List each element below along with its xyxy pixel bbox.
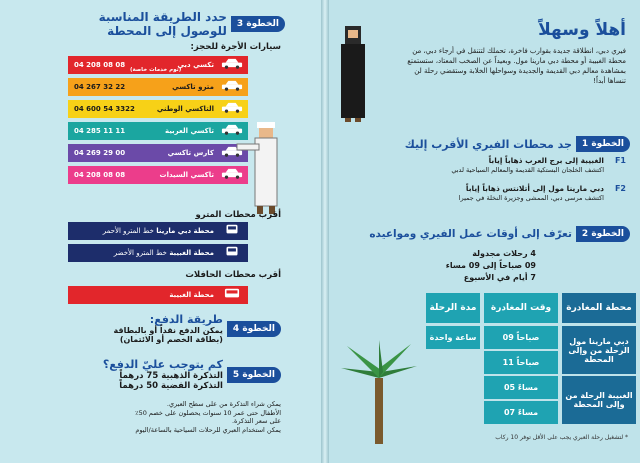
car-icon	[220, 80, 244, 91]
page-fold	[321, 0, 329, 463]
table-header-station: محطة المغادرة	[562, 293, 636, 323]
metro-icon	[220, 224, 244, 235]
bus-station-bar	[68, 286, 248, 304]
step3-badge: الخطوة 3	[231, 16, 285, 32]
step4-header	[113, 313, 281, 344]
welcome-body: فيري دبي، انطلاقة جديدة بقوارب فاخرة، تحملك لتتنقل في أرجاء دبي، من محطة الغبيبة أو محطة دبي مارينا مول. وبعيداً عن الصخب المعتاد، ستستمتع بمشاهدة معالم دبي القديمة والجديدة وسواحلها الخلابة وستقضي رحلة لن تنساها أبداً!	[407, 47, 626, 85]
taxi-subheading: سيارات الأجرة للحجز:	[190, 42, 281, 52]
taxi-phone: 04 208 08 08	[74, 61, 126, 69]
route-code: F2	[614, 184, 626, 193]
taxi-bar	[68, 166, 248, 184]
schedule-line: 09 صباحاً إلى 09 مساء	[445, 261, 536, 270]
time-cell: 11 صباحاً	[484, 351, 558, 374]
taxi-name: كارس تاكسي	[167, 149, 214, 157]
bus-heading: أقرب محطات الحافلات	[185, 270, 281, 280]
step1-badge: الخطوة 1	[576, 136, 630, 152]
ticket-note: الأطفال حتى عمر 10 سنوات يحصلون على خصم 50٪	[135, 408, 281, 417]
step1-header	[405, 136, 630, 152]
step3-title: حدد الطريقة المناسبة	[98, 10, 227, 24]
ticket-note: يمكن استخدام العبري للرحلات السياحية بالساعة/اليوم	[135, 425, 281, 434]
route-code: F1	[614, 156, 626, 165]
car-icon	[220, 102, 244, 113]
taxi-extra: (توم خدمات خاصة)	[130, 67, 182, 73]
route-desc: اكتشف مرسى دبي، الممشى وجزيرة النخلة في جميرا	[458, 194, 604, 202]
taxi-name: تاكسي العربية	[164, 127, 214, 135]
route-name: دبي مارينا مول إلى أتلانتس ذهاباً إياباً	[465, 184, 604, 193]
station-cell: دبي مارينا مول الرحلة من وإلى المحطة	[562, 326, 636, 374]
taxi-phone: 04 269 29 00	[74, 149, 126, 157]
taxi-phone: 04 267 32 22	[74, 83, 126, 91]
time-cell: 05 مساءً	[484, 376, 558, 399]
metro-station: محطة الغبيبة	[169, 249, 214, 257]
step3-title2: للوصول إلى المحطة	[107, 24, 227, 38]
duration-cell: ساعة واحدة	[426, 326, 480, 349]
welcome-title: أهلاً وسهلاً	[538, 20, 626, 40]
palm-tree-icon	[337, 338, 421, 448]
ticket-note: على سعر التذكرة.	[231, 417, 281, 425]
taxi-name: تاكسي السيدات	[159, 171, 214, 179]
step5-badge: الخطوة 5	[227, 367, 281, 383]
taxi-bar	[68, 144, 248, 162]
step5-title: كم يتوجب عليّ الدفع؟	[102, 358, 223, 371]
step2-header	[369, 226, 630, 242]
schedule-lines	[446, 248, 536, 284]
metro-line: خط المترو الأخضر	[113, 249, 167, 257]
schedule-line: 4 رحلات مجدولة	[472, 249, 536, 258]
right-page	[329, 0, 640, 463]
metro-icon	[220, 246, 244, 257]
taxi-bar	[68, 122, 248, 140]
taxi-bar	[68, 78, 248, 96]
table-footnote: * لتشغيل رحلة العبري يجب على الأقل توفر 10 ركاب	[495, 434, 628, 441]
table-header-time: وقت المغادرة	[484, 293, 558, 323]
ticket-note: يمكن شراء التذكرة من على سطح العبري.	[166, 400, 281, 408]
step5-header	[103, 358, 281, 391]
step2-badge: الخطوة 2	[576, 226, 630, 242]
bus-icon	[220, 288, 244, 299]
step3-header	[99, 10, 285, 38]
step2-title: تعرّف إلى أوقات عمل الفيري ومواعيده	[369, 228, 572, 240]
taxi-bar	[68, 100, 248, 118]
route-name: الغبيبة إلى برج العرب ذهاباً إياباً	[488, 156, 604, 165]
schedule-line: 7 أيام في الأسبوع	[463, 273, 536, 282]
time-cell: 09 صباحاً	[484, 326, 558, 349]
car-icon	[220, 58, 244, 69]
silver-ticket: التذكرة الفضية 50 درهماً	[119, 381, 223, 391]
taxi-name: التاكسي الوطني	[156, 105, 214, 113]
time-cell: 07 مساءً	[484, 401, 558, 424]
metro-line: خط المترو الأحمر	[102, 227, 154, 235]
step1-title: جد محطات الفيري الأقرب إليك	[404, 137, 572, 151]
metro-bar	[68, 244, 248, 262]
taxi-name: تكسي دبي	[177, 61, 214, 69]
step4-line2: (بطاقة الخصم أو الائتمان)	[119, 335, 223, 344]
guide-man-icon	[235, 118, 295, 218]
step4-title: طريقة الدفع:	[149, 313, 223, 326]
metro-bar	[68, 222, 248, 240]
step4-badge: الخطوة 4	[227, 321, 281, 337]
table-header-duration: مدة الرحلة	[426, 293, 480, 323]
guide-woman-icon	[331, 24, 375, 124]
ticket-notes	[81, 400, 281, 434]
taxi-phone: 04 208 08 08	[74, 171, 126, 179]
metro-station: محطة دبي مارينا	[156, 227, 214, 235]
taxi-phone: 04 285 11 11	[74, 127, 126, 135]
taxi-phone: 04 600 54 3322	[74, 105, 135, 113]
gold-ticket: التذكرة الذهبية 75 درهماً	[119, 371, 223, 381]
step4-line1: يمكن الدفع نقداً أو بالبطاقة	[113, 326, 223, 335]
metro-heading: أقرب محطات المترو	[195, 210, 281, 220]
taxi-name: مترو تاكسي	[172, 83, 214, 91]
route-desc: اكتشف الخلجان البستكية القديمة والمعالم السياحية لدبي	[451, 166, 604, 174]
bus-station-name: محطة الغبيبة	[169, 291, 214, 299]
station-cell: الغبيبة الرحلة من وإلى المحطة	[562, 376, 636, 424]
